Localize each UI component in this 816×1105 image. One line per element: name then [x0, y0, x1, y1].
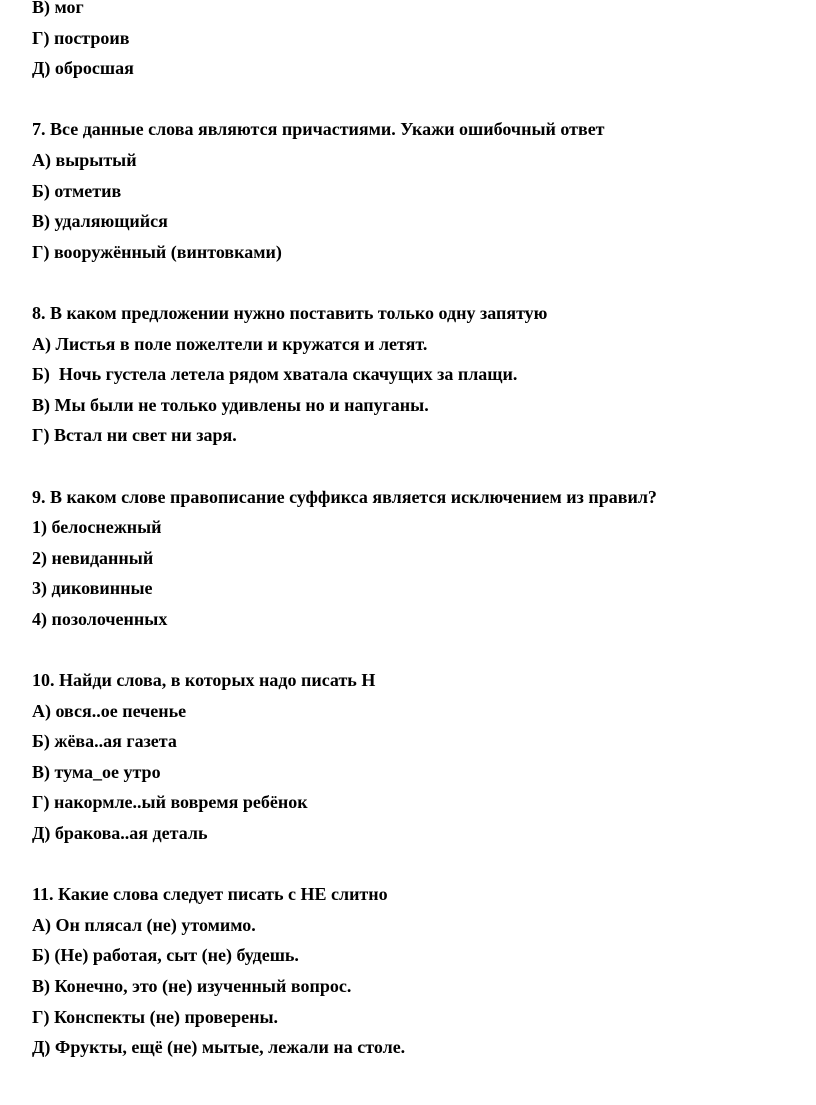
option-line: Д) Фрукты, ещё (не) мытые, лежали на столе.	[32, 1037, 406, 1058]
option-line: Г) Встал ни свет ни заря.	[32, 425, 237, 446]
question-11	[32, 879, 802, 1063]
option-line: Б) жёва..ая газета	[32, 731, 177, 752]
option-line: В) Мы были не только удивлены но и напуганы.	[32, 394, 429, 415]
option-line: В) мог	[32, 0, 84, 17]
option-line: Д) бракова..ая деталь	[32, 823, 208, 844]
option-line: Г) накормле..ый вовремя ребёнок	[32, 792, 308, 813]
option-line: Г) построив	[32, 27, 130, 48]
question-title: 9. В каком слове правописание суффикса является исключением из правил?	[32, 486, 657, 507]
option-line: Г) Конспекты (не) проверены.	[32, 1006, 279, 1027]
option-line: Б) Ночь густела летела рядом хватала скачущих за плащи.	[32, 364, 518, 385]
option-line: 1) белоснежный	[32, 517, 162, 538]
option-line: Д) обросшая	[32, 58, 134, 79]
previous-question-options	[32, 0, 802, 84]
spacer	[32, 267, 802, 298]
question-10	[32, 665, 802, 849]
question-8	[32, 298, 802, 451]
option-line: Б) отметив	[32, 180, 122, 201]
spacer	[32, 84, 802, 115]
question-title: 11. Какие слова следует писать с НЕ слитно	[32, 884, 388, 905]
question-9	[32, 482, 802, 635]
option-line: 4) позолоченных	[32, 608, 168, 629]
option-line: А) овся..ое печенье	[32, 700, 187, 721]
option-line: 3) диковинные	[32, 578, 153, 599]
question-title: 7. Все данные слова являются причастиями. Укажи ошибочный ответ	[32, 119, 605, 140]
option-line: Г) вооружённый (винтовками)	[32, 241, 282, 262]
spacer	[32, 849, 802, 880]
option-line: Б) (Не) работая, сыт (не) будешь.	[32, 945, 299, 966]
question-title: 10. Найди слова, в которых надо писать Н	[32, 670, 376, 691]
option-line: В) удаляющийся	[32, 211, 168, 232]
option-line: А) вырытый	[32, 149, 137, 170]
option-line: 2) невиданный	[32, 547, 154, 568]
option-line: В) Конечно, это (не) изученный вопрос.	[32, 976, 352, 996]
question-7	[32, 114, 802, 267]
spacer	[32, 451, 802, 482]
spacer	[32, 634, 802, 665]
option-line: В) тума_ое утро	[32, 761, 161, 782]
option-line: А) Листья в поле пожелтели и кружатся и летят.	[32, 333, 428, 354]
option-line: А) Он плясал (не) утомимо.	[32, 914, 256, 935]
document-page	[32, 0, 802, 1063]
question-title: 8. В каком предложении нужно поставить только одну запятую	[32, 302, 548, 323]
